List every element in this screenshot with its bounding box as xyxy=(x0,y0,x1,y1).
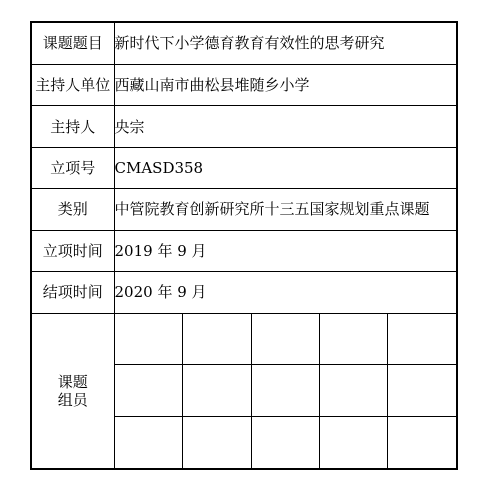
row-members xyxy=(32,313,456,468)
member-cell xyxy=(115,314,183,365)
project-info-table xyxy=(32,23,456,468)
member-cell xyxy=(388,417,456,468)
end-date-value: 2020 年 9 月 xyxy=(114,272,456,313)
members-grid-row xyxy=(115,314,457,365)
member-cell xyxy=(115,365,183,417)
host-unit-value: 西藏山南市曲松县堆随乡小学 xyxy=(114,64,456,105)
host-value: 央宗 xyxy=(114,106,456,147)
members-grid-cell xyxy=(114,313,456,468)
row-project-number xyxy=(32,147,456,188)
host-unit-label: 主持人单位 xyxy=(32,64,114,105)
row-category xyxy=(32,189,456,230)
row-project-title xyxy=(32,23,456,64)
end-date-label: 结项时间 xyxy=(32,272,114,313)
member-cell xyxy=(388,365,456,417)
project-number-label: 立项号 xyxy=(32,147,114,188)
project-number-value: CMASD358 xyxy=(114,147,456,188)
row-end-date xyxy=(32,272,456,313)
start-date-value: 2019 年 9 月 xyxy=(114,230,456,271)
category-label: 类别 xyxy=(32,189,114,230)
members-label-line2: 组员 xyxy=(57,390,88,409)
member-cell xyxy=(319,365,387,417)
members-grid-row xyxy=(115,365,457,417)
member-cell xyxy=(251,314,319,365)
member-cell xyxy=(319,417,387,468)
members-grid-row xyxy=(115,417,457,468)
row-host xyxy=(32,106,456,147)
start-date-label: 立项时间 xyxy=(32,230,114,271)
project-title-label: 课题题目 xyxy=(32,23,114,64)
project-info-form xyxy=(30,21,458,470)
category-value: 中管院教育创新研究所十三五国家规划重点课题 xyxy=(114,189,456,230)
host-label: 主持人 xyxy=(32,106,114,147)
member-cell xyxy=(251,365,319,417)
row-start-date xyxy=(32,230,456,271)
members-label xyxy=(32,313,114,468)
member-cell xyxy=(115,417,183,468)
member-cell xyxy=(183,365,251,417)
members-label-line1: 课题 xyxy=(57,372,88,391)
member-cell xyxy=(183,314,251,365)
member-cell xyxy=(388,314,456,365)
members-grid xyxy=(115,314,457,468)
member-cell xyxy=(183,417,251,468)
member-cell xyxy=(251,417,319,468)
member-cell xyxy=(319,314,387,365)
row-host-unit xyxy=(32,64,456,105)
project-title-value: 新时代下小学德育教育有效性的思考研究 xyxy=(114,23,456,64)
